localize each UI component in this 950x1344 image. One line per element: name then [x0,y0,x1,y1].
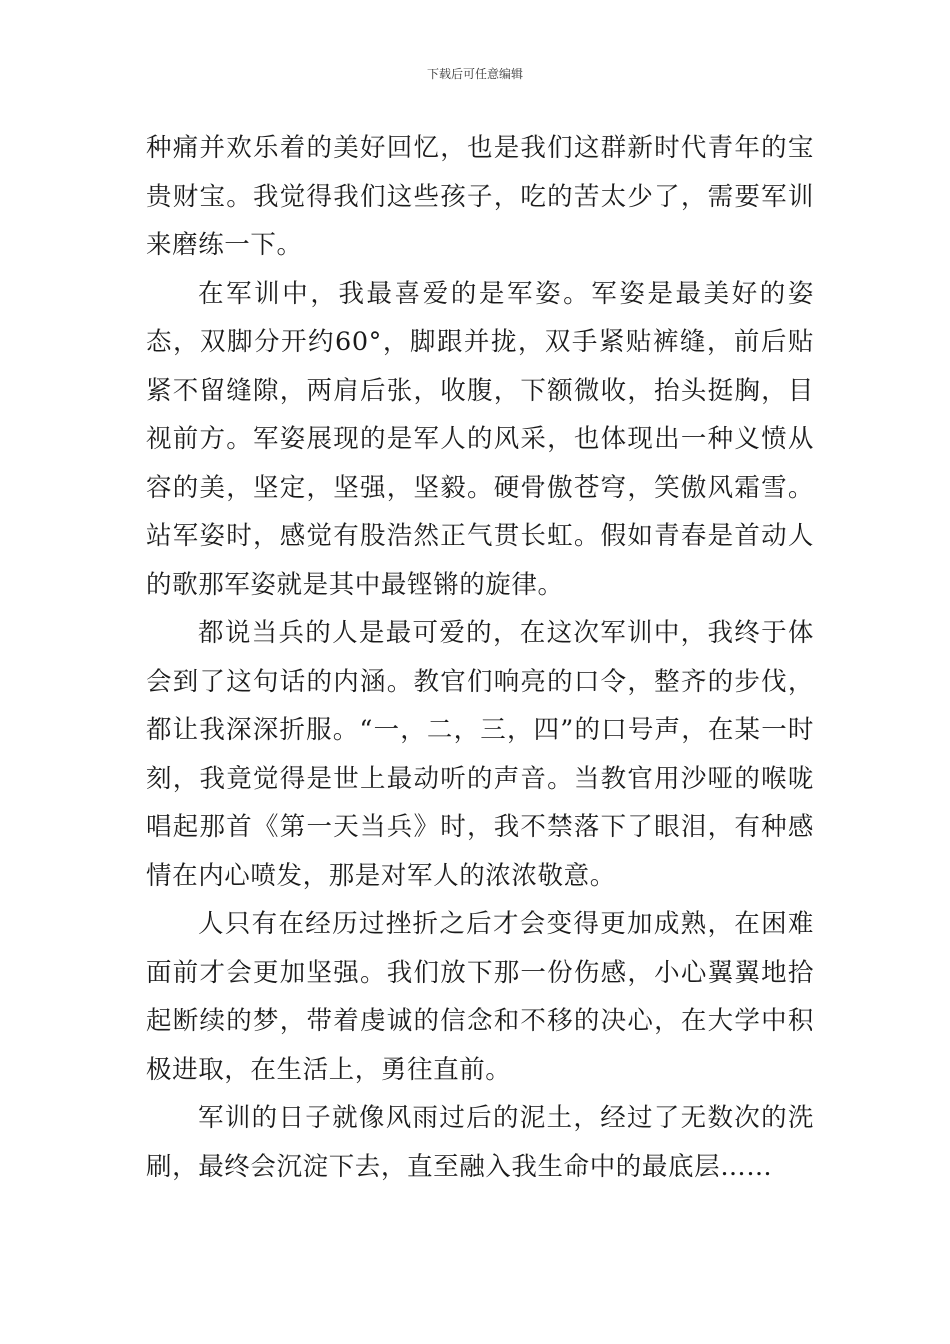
page-header-note: 下载后可任意编辑 [426,67,523,81]
paragraph-4: 人只有在经历过挫折之后才会变得更加成熟，在困难面前才会更加坚强。我们放下那一份伤感，小心翼翼地拾起断续的梦，带着虔诚的信念和不移的决心，在大学中积极进取，在生活上，勇往直前。 [146,909,814,1085]
paragraph-5: 军训的日子就像风雨过后的泥土，经过了无数次的洗刷，最终会沉淀下去，直至融入我生命中的最底层…… [146,1103,814,1182]
paragraph-1: 种痛并欢乐着的美好回忆，也是我们这群新时代青年的宝贵财宝。我觉得我们这些孩子，吃的苦太少了，需要军训来磨练一下。 [146,133,814,260]
paragraph-2: 在军训中，我最喜爱的是军姿。军姿是最美好的姿态，双脚分开约60°，脚跟并拢，双手紧贴裤缝，前后贴紧不留缝隙，两肩后张，收腹，下额微收，抬头挺胸，目视前方。军姿展现的是军人的风采，也体现出一种义愤从容的美，坚定，坚强，坚毅。硬骨傲苍穹，笑傲风霜雪。站军姿时，感觉有股浩然正气贯长虹。假如青春是首动人的歌那军姿就是其中最铿锵的旋律。 [146,278,814,600]
paragraph-3: 都说当兵的人是最可爱的，在这次军训中，我终于体会到了这句话的内涵。教官们响亮的口令，整齐的步伐，都让我深深折服。“一，二，三，四”的口号声，在某一时刻，我竟觉得是世上最动听的声音。当教官用沙哑的喉咙唱起那首《第一天当兵》时，我不禁落下了眼泪，有种感情在内心喷发，那是对军人的浓浓敬意。 [146,618,814,891]
document-body [146,124,814,1191]
